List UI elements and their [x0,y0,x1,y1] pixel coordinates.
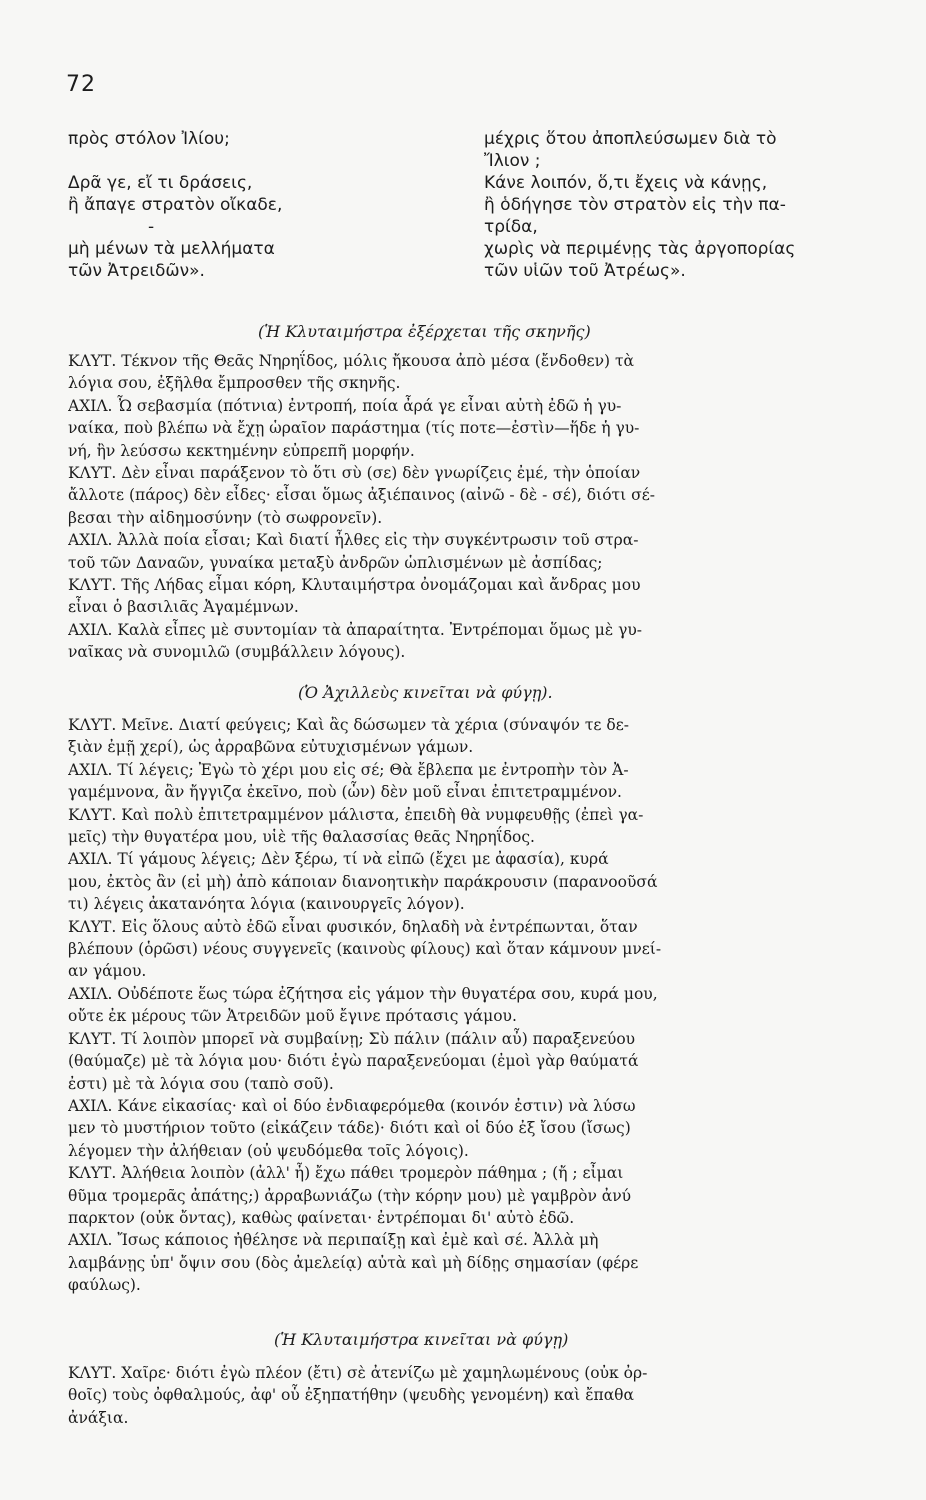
dialogue-line: εἶναι ὁ βασιλιᾶς Ἀγαμέμνων. [68,598,299,617]
dialogue-line: λόγια σου, ἐξῆλθα ἔμπροσθεν τῆς σκηνῆς. [68,374,401,393]
dialogue-line: ΑΧΙΛ. Ἴσως κάποιος ἠθέλησε νὰ περιπαίξῃ καὶ ἐμὲ καὶ σέ. Ἀλλὰ μὴ [68,1231,599,1250]
stage-direction: (Ἡ Κλυταιμήστρα κινεῖται νὰ φύγῃ) [274,1330,569,1349]
dialogue-line: μεῖς) τὴν θυγατέρα μου, υἱὲ τῆς θαλασσίας θεᾶς Νηρηΐδος. [68,828,535,847]
dialogue-line: οὔτε ἐκ μέρους τῶν Ἀτρειδῶν μοῦ ἔγινε πρότασις γάμου. [68,1007,517,1026]
dialogue-line: λαμβάνῃς ὑπ' ὄψιν σου (δὸς ἀμελείᾳ) αὐτὰ καὶ μὴ δίδῃς σημασίαν (φέρε [68,1253,639,1272]
dialogue-line: τι) λέγεις ἀκατανόητα λόγια (καινουργεῖς λόγον). [68,895,465,914]
dialogue-block [68,1362,888,1429]
dialogue-line: ΚΛΥΤ. Μεῖνε. Διατί φεύγεις; Καὶ ἂς δώσωμεν τὰ χέρια (σύναψόν τε δε- [68,716,629,734]
verse-line: πρὸς στόλον Ἰλίου; [68,129,230,149]
page-number: 72 [66,72,96,97]
dialogue-line: αν γάμου. [68,962,147,981]
verse-line: χωρὶς νὰ περιμένῃς τὰς ἀργοπορίας [484,239,796,259]
dialogue-line: ἄλλοτε (πάρος) δὲν εἶδες· εἶσαι ὅμως ἀξιέπαινος (αἰνῶ - δὲ - σέ), διότι σέ- [68,486,655,505]
dialogue-line: (θαύμαζε) μὲ τὰ λόγια μου· διότι ἐγὼ παραξενεύομαι (ἐμοὶ γὰρ θαύματά [68,1052,639,1071]
dialogue-line: ἀνάξια. [68,1408,129,1427]
verse-line: Κάνε λοιπόν, ὅ,τι ἔχεις νὰ κάνῃς, [484,173,768,193]
dialogue-line: ΚΛΥΤ. Καὶ πολὺ ἐπιτετραμμένον μάλιστα, ἐπειδὴ θὰ νυμφευθῇς (ἐπεὶ γα- [68,805,644,824]
dialogue-line: ΚΛΥΤ. Τῆς Λήδας εἶμαι κόρη, Κλυταιμήστρα ὀνομάζομαι καὶ ἄνδρας μου [68,576,641,595]
dialogue-line: ΚΛΥΤ. Χαῖρε· διότι ἐγὼ πλέον (ἔτι) σὲ ἀτενίζω μὲ χαμηλωμένους (οὐκ ὀρ- [68,1364,648,1382]
verse-line: Ἴλιον ; [484,151,541,171]
dialogue-line: ΑΧΙΛ. Κάνε εἰκασίας· καὶ οἱ δύο ἐνδιαφερόμεθα (κοινόν ἐστιν) νὰ λύσω [68,1096,636,1115]
dialogue-line: ΚΛΥΤ. Τέκνον τῆς Θεᾶς Νηρηΐδος, μόλις ἤκουσα ἀπὸ μέσα (ἔνδοθεν) τὰ [68,352,635,370]
dialogue-line: λέγομεν τὴν ἀλήθειαν (οὐ ψευδόμεθα τοῖς λόγοις). [68,1141,469,1160]
dialogue-line: ΚΛΥΤ. Τί λοιπὸν μπορεῖ νὰ συμβαίνῃ; Σὺ πάλιν (πάλιν αὖ) παραξενεύου [68,1029,636,1048]
dialogue-line: ναίκα, ποὺ βλέπω νὰ ἔχῃ ὡραῖον παράστημα (τίς ποτε—ἐστὶν—ἥδε ἡ γυ- [68,419,640,438]
dialogue-line: ξιὰν ἐμῇ χερί), ὡς ἀρραβῶνα εὐτυχισμένων γάμων. [68,738,474,757]
dialogue-line: ΚΛΥΤ. Εἰς ὅλους αὐτὸ ἐδῶ εἶναι φυσικόν, δηλαδὴ νὰ ἐντρέπωνται, ὅταν [68,917,638,936]
verse-line: τρίδα, [484,217,538,237]
dialogue-line: ΚΛΥΤ. Δὲν εἶναι παράξενον τὸ ὅτι σὺ (σε) δὲν γνωρίζεις ἐμέ, τὴν ὁποίαν [68,464,641,483]
verse-column-right [484,128,894,282]
verse-line: - [148,217,155,237]
verse-line: Δρᾶ γε, εἴ τι δράσεις, [68,173,253,193]
dialogue-line: παρκτον (οὐκ ὄντας), καθὼς φαίνεται· ἐντρέπομαι δι' αὐτὸ ἐδῶ. [68,1208,575,1227]
verse-line: μέχρις ὅτου ἀποπλεύσωμεν διὰ τὸ [484,129,777,149]
verse-line: τῶν υἱῶν τοῦ Ἀτρέως». [484,261,686,281]
verse-line: ἢ ἄπαγε στρατὸν οἴκαδε, [68,195,283,215]
verse-line: ἢ ὁδήγησε τὸν στρατὸν εἰς τὴν πα- [484,195,786,215]
dialogue-line: ἐστι) μὲ τὰ λόγια σου (ταπὸ σοῦ). [68,1074,334,1093]
dialogue-line: τοῦ τῶν Δαναῶν, γυναίκα μεταξὺ ἀνδρῶν ὡπλισμένων μὲ ἀσπίδας; [68,553,603,572]
verse-line [68,150,398,172]
dialogue-line: φαύλως). [68,1276,141,1295]
dialogue-line: θοῖς) τοὺς ὀφθαλμούς, ἀφ' οὗ ἐξηπατήθην (ψευδὴς γενομένη) καὶ ἔπαθα [68,1386,634,1405]
dialogue-line: ΑΧΙΛ. Καλὰ εἶπες μὲ συντομίαν τὰ ἀπαραίτητα. Ἐντρέπομαι ὅμως μὲ γυ- [68,620,643,639]
dialogue-line: βλέπουν (ὁρῶσι) νέους συγγενεῖς (καινοὺς φίλους) καὶ ὅταν κάμνουν μνεί- [68,940,662,959]
dialogue-block [68,714,888,1297]
stage-direction: (Ὁ Ἀχιλλεὺς κινεῖται νὰ φύγῃ). [298,683,553,702]
dialogue-line: ναῖκας νὰ συνομιλῶ (συμβάλλειν λόγους). [68,643,406,662]
verse-line: τῶν Ἀτρειδῶν». [68,261,205,281]
dialogue-line: μεν τὸ μυστήριον τοῦτο (εἰκάζειν τάδε)· διότι καὶ οἱ δύο ἐξ ἴσου (ἴσως) [68,1119,631,1138]
dialogue-line: ΑΧΙΛ. Τί γάμους λέγεις; Δὲν ξέρω, τί νὰ εἰπῶ (ἔχει με ἀφασία), κυρά [68,850,609,869]
dialogue-line: ΑΧΙΛ. Τί λέγεις; Ἐγὼ τὸ χέρι μου εἰς σέ; Θὰ ἔβλεπα με ἐντροπὴν τὸν Ἀ- [68,760,629,779]
dialogue-line: γαμέμνονα, ἂν ἤγγιζα ἐκεῖνο, ποὺ (ὧν) δὲν μοῦ εἶναι ἐπιτετραμμένον. [68,783,622,802]
verse-column-left [68,128,398,282]
dialogue-line: ΑΧΙΛ. Ἀλλὰ ποία εἶσαι; Καὶ διατί ἦλθες εἰς τὴν συγκέντρωσιν τοῦ στρα- [68,531,639,550]
dialogue-line: ΑΧΙΛ. Ὦ σεβασμία (πότνια) ἐντροπή, ποία ἆρά γε εἶναι αὐτὴ ἐδῶ ἡ γυ- [68,396,622,415]
dialogue-line: νή, ἣν λεύσσω κεκτημένην εὐπρεπῆ μορφήν. [68,441,415,460]
dialogue-line: βεσαι τὴν αἰδημοσύνην (τὸ σωφρονεῖν). [68,508,383,527]
dialogue-line: ΚΛΥΤ. Ἀλήθεια λοιπὸν (ἀλλ' ἦ) ἔχω πάθει τρομερὸν πάθημα ; (ἤ ; εἶμαι [68,1164,624,1183]
stage-direction: (Ἡ Κλυταιμήστρα ἐξέρχεται τῆς σκηνῆς) [258,322,591,341]
dialogue-block [68,350,888,664]
dialogue-line: ΑΧΙΛ. Οὐδέποτε ἕως τώρα ἐζήτησα εἰς γάμον τὴν θυγατέρα σου, κυρά μου, [68,984,658,1003]
dialogue-line: θῦμα τρομερᾶς ἀπάτης;) ἀρραβωνιάζω (τὴν κόρην μου) μὲ γαμβρὸν ἀνύ [68,1186,632,1205]
verse-line: μὴ μένων τὰ μελλήματα [68,239,275,259]
dialogue-line: μου, ἐκτὸς ἂν (εἰ μὴ) ἀπὸ κάποιαν διανοητικὴν παράκρουσιν (παρανοοῦσά [68,872,658,891]
